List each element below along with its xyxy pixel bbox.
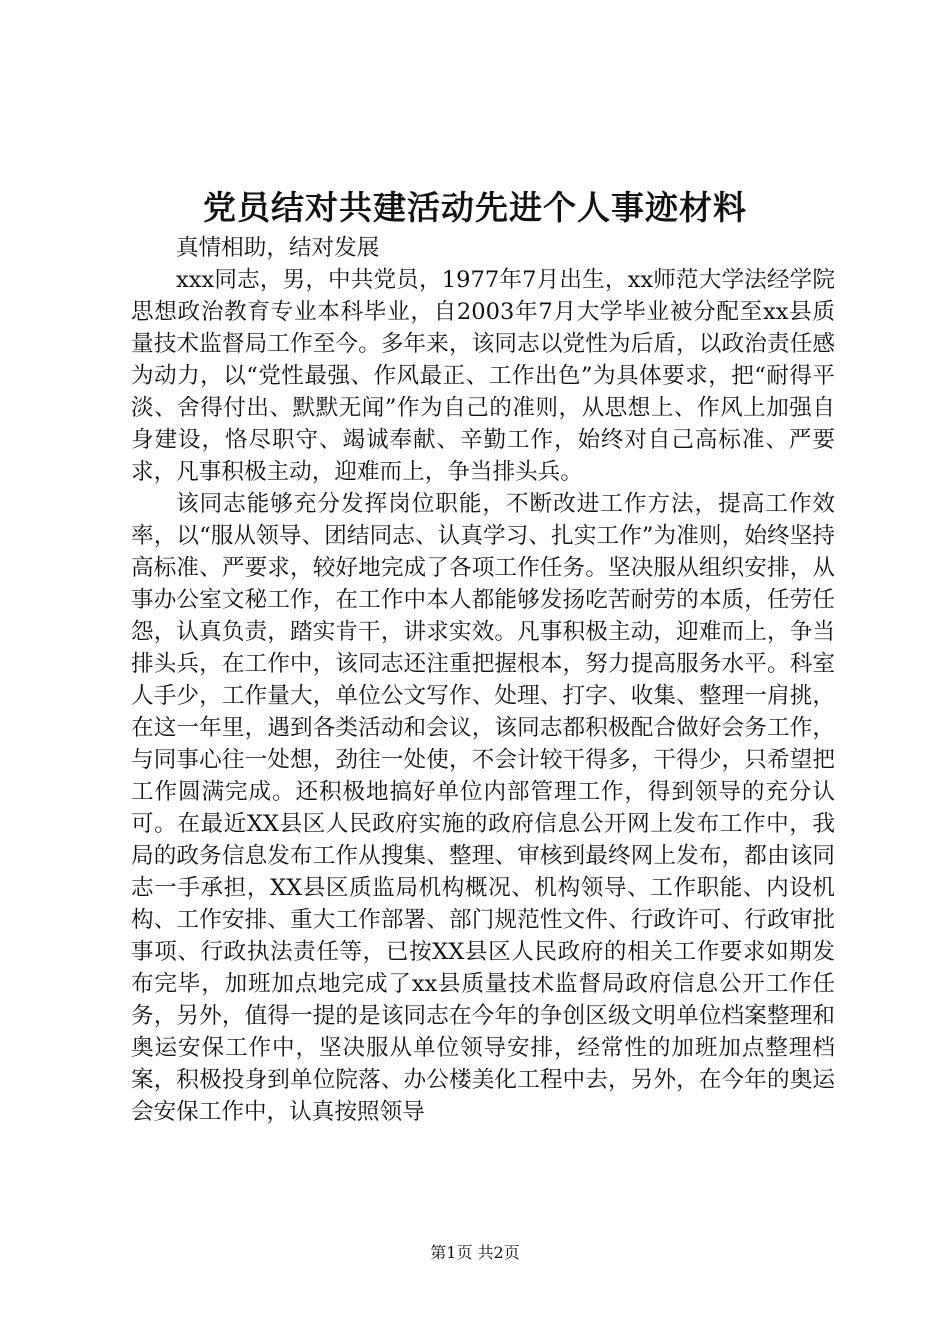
document-subtitle: 真情相助，结对发展 xyxy=(176,235,380,261)
paragraph-2: 该同志能够充分发挥岗位职能，不断改进工作方法，提高工作效率，以“服从领导、团结同志、认真学习、扎实工作”为准则，始终坚持高标准、严要求，较好地完成了各项工作任务。坚决服从组织安排，从事办公室文秘工作，在工作中本人都能够发扬吃苦耐劳的本质，任劳任怨，认真负责，踏实肯干，讲求实效。凡事积极主动，迎难而上，争当排头兵，在工作中，该同志还注重把握根本，努力提高服务水平。科室人手少，工作量大，单位公文写作、处理、打字、收集、整理一肩挑，在这一年里，遇到各类活动和会议，该同志都积极配合做好会务工作，与同事心往一处想，劲往一处使，不会计较干得多，干得少，只希望把工作圆满完成。还积极地搞好单位内部管理工作，得到领导的充分认可。在最近XX县区人民政府实施的政府信息公开网上发布工作中，我局的政务信息发布工作从搜集、整理、审核到最终网上发布，都由该同志一手承担，XX县区质监局机构概况、机构领导、工作职能、内设机构、工作安排、重大工作部署、部门规范性文件、行政许可、行政审批事项、行政执法责任等，已按XX县区人民政府的相关工作要求如期发布完毕，加班加点地完成了xx县质量技术监督局政府信息公开工作任务，另外，值得一提的是该同志在今年的争创区级文明单位档案整理和奥运安保工作中，坚决服从单位领导安排，经常性的加班加点整理档案，积极投身到单位院落、办公楼美化工程中去，另外，在今年的奥运会安保工作中，认真按照领导 xyxy=(131,491,835,1125)
page-number-footer: 第1页 共2页 xyxy=(430,1243,520,1262)
document-title: 党员结对共建活动先进个人事迹材料 xyxy=(203,188,747,227)
paragraph-1: xxx同志，男，中共党员，1977年7月出生，xx师范大学法经学院思想政治教育专业本科毕业，自2003年7月大学毕业被分配至xx县质量技术监督局工作至今。多年来，该同志以党性为后盾，以政治责任感为动力，以“党性最强、作风最正、工作出色”为具体要求，把“耐得平淡、舍得付出、默默无闻”作为自己的准则，从思想上、作风上加强自身建设，恪尽职守、竭诚奉献、辛勤工作，始终对自己高标准、严要求，凡事积极主动，迎难而上，争当排头兵。 xyxy=(131,267,835,485)
document-body xyxy=(131,232,835,1128)
